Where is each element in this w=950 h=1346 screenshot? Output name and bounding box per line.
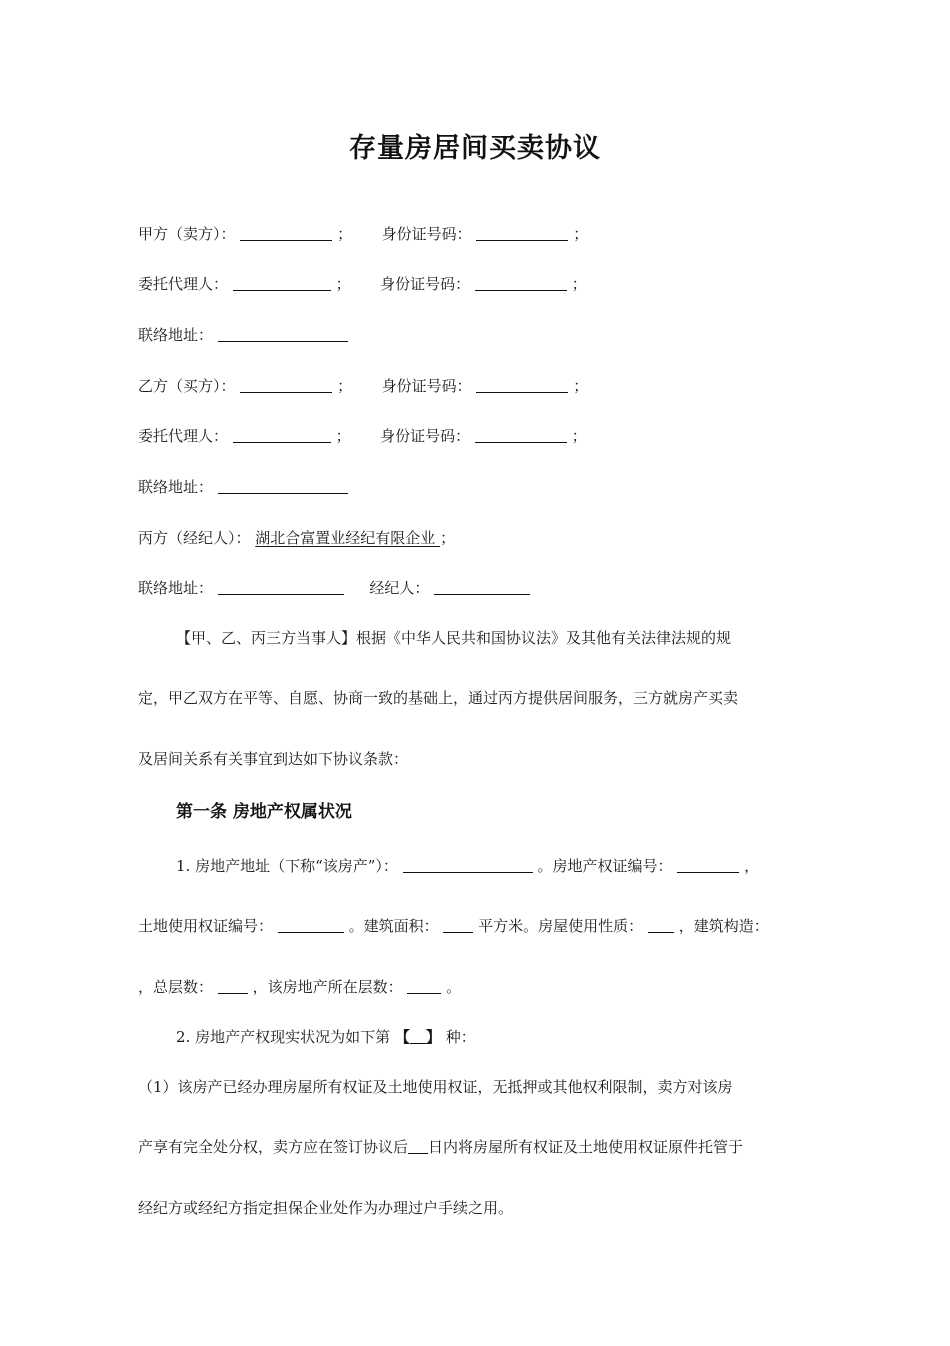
broker-name-blank[interactable]: [434, 580, 530, 595]
party-a-id-label: 身份证号码：: [381, 225, 472, 243]
party-a-label: 甲方（卖方）：: [138, 225, 236, 243]
party-a-address-blank[interactable]: [218, 327, 348, 342]
party-b-agent-blank[interactable]: [233, 428, 331, 443]
punctuation: ；: [335, 427, 351, 445]
item-2-suffix: 种：: [445, 1028, 476, 1046]
total-floors-label: ，总层数：: [138, 978, 214, 996]
floor-area-label: 。建筑面积：: [348, 917, 439, 935]
total-floors-blank[interactable]: [218, 979, 248, 994]
preamble-line-2: 定，甲乙双方在平等、自愿、协商一致的基础上，通过丙方提供居间服务，三方就房产买卖: [138, 689, 739, 707]
party-b-agent-id-blank[interactable]: [475, 428, 567, 443]
punctuation: ；: [440, 529, 456, 547]
punctuation: ；: [573, 377, 589, 395]
clause-1-text-a: 产享有完全处分权，卖方应在签订协议后: [138, 1138, 409, 1156]
clause-1-line-2: [138, 1137, 743, 1157]
party-a-line: [138, 224, 588, 244]
party-b-label: 乙方（买方）：: [138, 377, 236, 395]
party-c-address-blank[interactable]: [218, 580, 344, 595]
punctuation: 。: [446, 978, 462, 996]
land-cert-blank[interactable]: [278, 918, 344, 933]
party-a-address-line: [138, 325, 348, 345]
article-1-title: 第一条 房地产权属状况: [176, 802, 352, 822]
party-b-id-label: 身份证号码：: [381, 377, 472, 395]
structure-label: ，建筑构造：: [678, 917, 769, 935]
property-address-blank[interactable]: [403, 858, 533, 873]
party-b-agent-line: [138, 426, 587, 446]
preamble-line-3: 及居间关系有关事宜到达如下协议条款：: [138, 750, 409, 768]
party-a-agent-label: 委托代理人：: [138, 275, 229, 293]
item-1-line-3: [138, 977, 461, 997]
usage-blank[interactable]: [648, 918, 674, 933]
party-b-address-blank[interactable]: [218, 479, 348, 494]
land-cert-label: 土地使用权证编号：: [138, 917, 274, 935]
party-a-agent-id-label: 身份证号码：: [380, 275, 471, 293]
punctuation: ；: [571, 275, 587, 293]
party-b-id-blank[interactable]: [476, 378, 568, 393]
punctuation: ；: [573, 225, 589, 243]
party-a-name-blank[interactable]: [240, 226, 332, 241]
party-b-address-line: [138, 477, 348, 497]
party-c-address-line: [138, 578, 530, 598]
bracket-close: 】: [425, 1028, 441, 1046]
property-cert-blank[interactable]: [677, 858, 739, 873]
party-a-address-label: 联络地址：: [138, 326, 214, 344]
party-b-name-blank[interactable]: [240, 378, 332, 393]
party-b-agent-id-label: 身份证号码：: [380, 427, 471, 445]
party-b-agent-label: 委托代理人：: [138, 427, 229, 445]
broker-label: 经纪人：: [369, 579, 430, 597]
clause-1-text-b: 日内将房屋所有权证及土地使用权证原件托管于: [428, 1138, 744, 1156]
clause-1-line-1: （1）该房产已经办理房屋所有权证及土地使用权证，无抵押或其他权利限制，卖方对该房: [138, 1078, 733, 1096]
party-a-agent-line: [138, 274, 587, 294]
floor-number-label: ，该房地产所在层数：: [252, 978, 403, 996]
usage-label: 平方米。房屋使用性质：: [478, 917, 644, 935]
days-blank[interactable]: [408, 1139, 428, 1154]
clause-1-line-3: 经纪方或经纪方指定担保企业处作为办理过户手续之用。: [138, 1199, 514, 1217]
item-1-address-label: 1. 房地产地址（下称“该房产”）：: [176, 857, 398, 875]
party-b-line: [138, 376, 588, 396]
party-a-agent-id-blank[interactable]: [475, 276, 567, 291]
punctuation: ；: [337, 377, 353, 395]
punctuation: ；: [337, 225, 353, 243]
punctuation: ，: [744, 857, 760, 875]
item-2-label: 2. 房地产产权现实状况为如下第: [176, 1028, 391, 1046]
party-c-address-label: 联络地址：: [138, 579, 214, 597]
floor-number-blank[interactable]: [407, 979, 441, 994]
item-1-line-1: [176, 856, 759, 876]
party-a-agent-blank[interactable]: [233, 276, 331, 291]
bracket-open: 【: [394, 1028, 410, 1046]
party-c-line: [138, 528, 455, 548]
party-c-company-name: 湖北合富置业经纪有限企业: [255, 529, 441, 547]
preamble-line-1: 【甲、乙、丙三方当事人】根据《中华人民共和国协议法》及其他有关法律法规的规: [176, 629, 732, 647]
item-2-line: [176, 1027, 476, 1047]
party-b-address-label: 联络地址：: [138, 478, 214, 496]
punctuation: ；: [571, 427, 587, 445]
item-1-line-2: [138, 916, 769, 936]
floor-area-blank[interactable]: [443, 918, 473, 933]
party-c-label: 丙方（经纪人）：: [138, 529, 251, 547]
status-option-blank[interactable]: [410, 1029, 426, 1044]
party-a-id-blank[interactable]: [476, 226, 568, 241]
punctuation: ；: [335, 275, 351, 293]
property-cert-label: 。房地产权证编号：: [537, 857, 673, 875]
document-title: 存量房居间买卖协议: [349, 133, 601, 164]
